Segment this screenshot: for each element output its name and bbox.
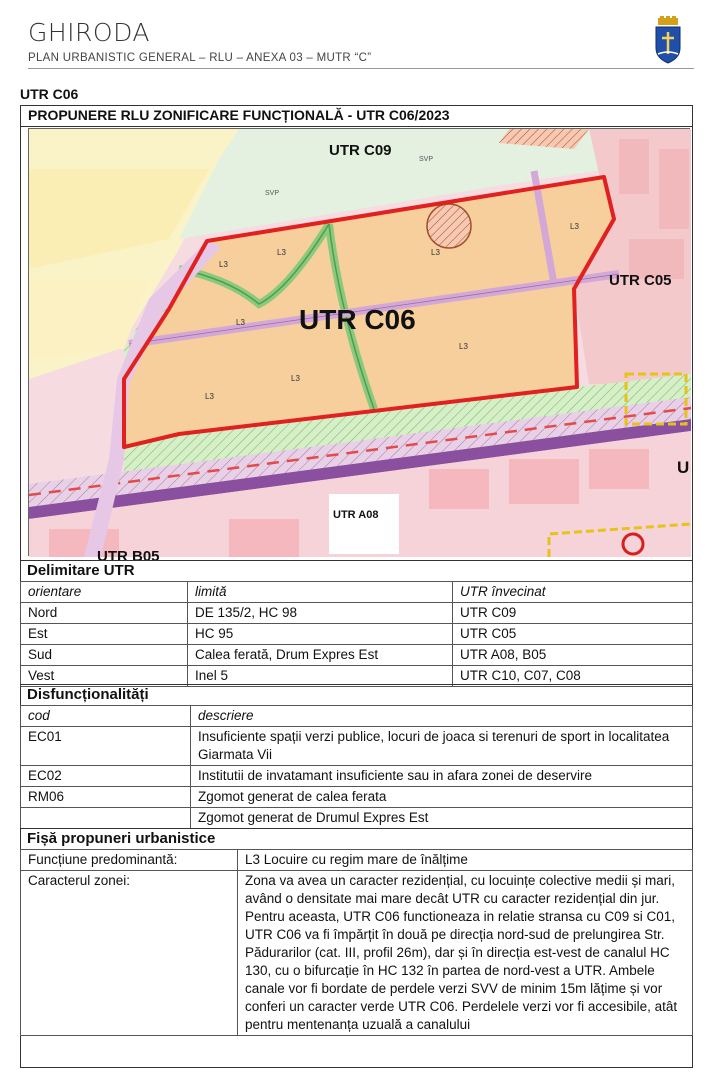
- document-subtitle: PLAN URBANISTIC GENERAL – RLU – ANEXA 03 – MUTR “C”: [28, 52, 372, 64]
- delimitare-table: [20, 581, 693, 687]
- functiune-label: Funcțiune predominantă:: [21, 850, 238, 871]
- table-cell: Zgomot generat de Drumul Expres Est: [191, 808, 693, 829]
- table-cell: Institutii de invatamant insuficiente sau in afara zonei de deservire: [191, 766, 693, 787]
- caracter-paragraph-1: Zona va avea un caracter rezidențial, cu locuințe colective medii și mari, având o densitate mai mare decât UTR cu caracter rezidențial din jur. Pentru aceasta, UTR C06 functioneaza in relatie stransa cu C09 si C01,: [245, 873, 675, 924]
- header-divider: [28, 68, 694, 69]
- table-row: [21, 766, 693, 787]
- column-header: descriere: [191, 706, 693, 727]
- caracter-value: [238, 871, 693, 1036]
- plot-south-3: [589, 449, 649, 489]
- disfunctionalitati-table: [20, 705, 693, 829]
- zoning-map-drawing: [29, 129, 691, 565]
- column-header: limită: [188, 582, 453, 603]
- table-row: [21, 871, 693, 1036]
- table-cell: Vest: [21, 666, 188, 687]
- table-cell: RM06: [21, 787, 191, 808]
- plot-south-1: [429, 469, 489, 509]
- column-header: UTR învecinat: [453, 582, 693, 603]
- label-utr-a08: UTR A08: [333, 509, 379, 521]
- label-utr-b05: UTR B05: [97, 548, 160, 565]
- label-utr-c09: UTR C09: [329, 142, 392, 159]
- document-title: GHIRODA: [28, 18, 151, 47]
- table-row: [21, 808, 693, 829]
- label-svp-1: SVP: [419, 156, 434, 163]
- label-l3: L3: [277, 248, 286, 257]
- plot-east-1: [619, 139, 649, 194]
- label-l3: L3: [459, 342, 468, 351]
- special-zone-circle: [427, 204, 471, 248]
- table-cell: Nord: [21, 603, 188, 624]
- section-fisa-title: Fișă propuneri urbanistice: [20, 828, 693, 849]
- table-row: [21, 850, 693, 871]
- table-cell: UTR C05: [453, 624, 693, 645]
- label-utr-c05: UTR C05: [609, 272, 672, 289]
- fisa-table: [20, 849, 693, 1036]
- table-cell: Zgomot generat de calea ferata: [191, 787, 693, 808]
- table-cell: DE 135/2, HC 98: [188, 603, 453, 624]
- table-row: [21, 727, 693, 766]
- plot-south-4: [229, 519, 299, 557]
- table-row: [21, 603, 693, 624]
- label-l3: L3: [291, 374, 300, 383]
- plot-east-2: [659, 149, 689, 229]
- zoning-map: [28, 128, 690, 565]
- table-cell: Calea ferată, Drum Expres Est: [188, 645, 453, 666]
- table-cell: EC02: [21, 766, 191, 787]
- caracter-paragraph-2: UTR C06 va fi împărțit în două pe direcția nord-sud de prelungirea Str. Pădurarilor (cat. III, profil 26m), dar și în direcția est-vest de canalul HC 130, cu o bifurcație în HC 132 în partea de nord-vest a UTR. Ambele canale vor fi bordate de perdele verzi SVV de minim 15m lățime și vor conferi un caracter verde UTR C06. Perdelele verzi vor fi accesibile, atât pentru mentenanța uzuală a canalului: [245, 927, 678, 1032]
- label-l3: L3: [431, 248, 440, 257]
- table-cell: HC 95: [188, 624, 453, 645]
- table-cell: UTR A08, B05: [453, 645, 693, 666]
- section-disfunctionalitati-title: Disfuncționalități: [20, 684, 693, 705]
- table-cell: Sud: [21, 645, 188, 666]
- utr-a08-block: [329, 494, 399, 554]
- column-header: orientare: [21, 582, 188, 603]
- table-cell: [21, 808, 191, 829]
- table-header-row: [21, 706, 693, 727]
- label-svp-2: SVP: [265, 190, 280, 197]
- table-header-row: [21, 582, 693, 603]
- label-l3: L3: [205, 392, 214, 401]
- label-l3: L3: [570, 222, 579, 231]
- map-title: PROPUNERE RLU ZONIFICARE FUNCȚIONALĂ - UTR C06/2023: [20, 105, 693, 127]
- table-cell: Inel 5: [188, 666, 453, 687]
- label-utr-u: U: [677, 458, 690, 477]
- table-cell: EC01: [21, 727, 191, 766]
- table-row: [21, 624, 693, 645]
- table-row: [21, 787, 693, 808]
- table-cell: Insuficiente spații verzi publice, locuri de joaca si terenuri de sport in localitatea Giarmata Vii: [191, 727, 693, 766]
- label-utr-c06: UTR C06: [299, 304, 416, 335]
- column-header: cod: [21, 706, 191, 727]
- coat-of-arms-icon: [652, 16, 684, 64]
- label-l3: L3: [219, 260, 228, 269]
- section-delimitare-title: Delimitare UTR: [20, 560, 693, 581]
- label-l3: L3: [236, 318, 245, 327]
- functiune-value: L3 Locuire cu regim mare de înălțime: [238, 850, 693, 871]
- caracter-label: Caracterul zonei:: [21, 871, 238, 1036]
- plot-south-2: [509, 459, 579, 504]
- utr-heading: UTR C06: [20, 86, 79, 102]
- table-cell: UTR C10, C07, C08: [453, 666, 693, 687]
- table-row: [21, 645, 693, 666]
- table-cell: UTR C09: [453, 603, 693, 624]
- table-cell: Est: [21, 624, 188, 645]
